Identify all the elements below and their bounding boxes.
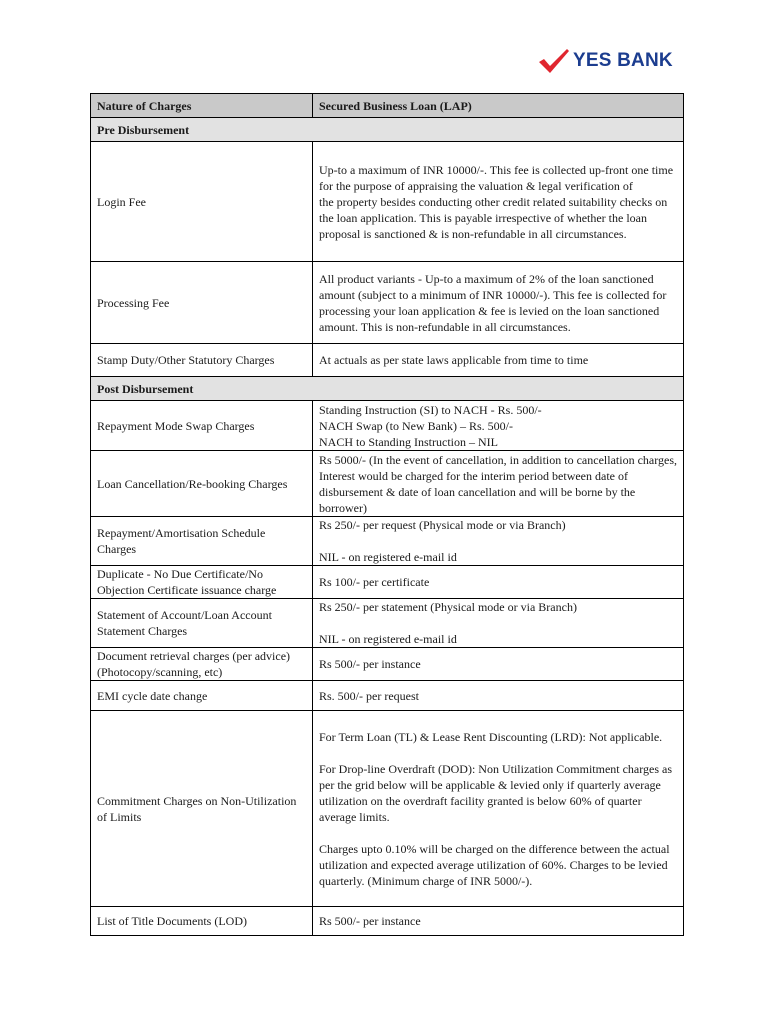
brand-name: YES BANK bbox=[573, 50, 673, 71]
charge-name: Repayment/Amortisation Schedule Charges bbox=[91, 517, 313, 566]
charge-value: At actuals as per state laws applicable from time to time bbox=[313, 344, 684, 377]
section-title: Post Disbursement bbox=[91, 377, 684, 401]
charge-value: Rs 100/- per certificate bbox=[313, 566, 684, 599]
header-nature-of-charges: Nature of Charges bbox=[91, 94, 313, 118]
table-row bbox=[91, 262, 684, 344]
charge-value: Up-to a maximum of INR 10000/-. This fee is collected up-front one time for the purpose of appraising the valuation & legal verification of the property besides conducting other credit related suitability checks on the loan application. This is payable irrespective of whether the loan proposal is sanctioned & is non-refundable in all circumstances. bbox=[313, 142, 684, 262]
table-row bbox=[91, 907, 684, 936]
table-row bbox=[91, 401, 684, 451]
charge-value: Rs 500/- per instance bbox=[313, 907, 684, 936]
table-row bbox=[91, 451, 684, 517]
section-title: Pre Disbursement bbox=[91, 118, 684, 142]
charges-table bbox=[90, 93, 684, 936]
table-row bbox=[91, 681, 684, 711]
table-row bbox=[91, 344, 684, 377]
charge-value: Rs 250/- per request (Physical mode or via Branch) NIL - on registered e-mail id bbox=[313, 517, 684, 566]
table-header-row bbox=[91, 94, 684, 118]
table-row bbox=[91, 599, 684, 648]
charge-name: Stamp Duty/Other Statutory Charges bbox=[91, 344, 313, 377]
table-row bbox=[91, 566, 684, 599]
charge-name: EMI cycle date change bbox=[91, 681, 313, 711]
section-pre-disbursement bbox=[91, 118, 684, 142]
charge-name: Statement of Account/Loan Account Statement Charges bbox=[91, 599, 313, 648]
charge-name: Commitment Charges on Non-Utilization of Limits bbox=[91, 711, 313, 907]
header-product: Secured Business Loan (LAP) bbox=[313, 94, 684, 118]
charge-value: Rs 5000/- (In the event of cancellation, in addition to cancellation charges, Interest would be charged for the interim period between date of disbursement & date of loan cancellation and will be borne by the borrower) bbox=[313, 451, 684, 517]
charge-value: For Term Loan (TL) & Lease Rent Discounting (LRD): Not applicable. For Drop-line Overdraft (DOD): Non Utilization Commitment charges as per the grid below will be applicable & levied only if quarterly average utilization on the overdraft facility granted is below 60% of quarter average limits. Charges upto 0.10% will be charged on the difference between the actual utilization and expected average utilization of 60%. Charges to be levied quarterly. (Minimum charge of INR 5000/-). bbox=[313, 711, 684, 907]
charge-name: Processing Fee bbox=[91, 262, 313, 344]
charge-value: Rs 500/- per instance bbox=[313, 648, 684, 681]
section-post-disbursement bbox=[91, 377, 684, 401]
checkmark-logo-icon bbox=[538, 48, 570, 74]
table-row bbox=[91, 517, 684, 566]
charge-value: Rs. 500/- per request bbox=[313, 681, 684, 711]
charge-name: Loan Cancellation/Re-booking Charges bbox=[91, 451, 313, 517]
yes-bank-logo bbox=[538, 44, 673, 78]
charge-value: Standing Instruction (SI) to NACH - Rs. 500/- NACH Swap (to New Bank) – Rs. 500/- NACH to Standing Instruction – NIL bbox=[313, 401, 684, 451]
table-row bbox=[91, 711, 684, 907]
table-row bbox=[91, 648, 684, 681]
charge-value: Rs 250/- per statement (Physical mode or via Branch) NIL - on registered e-mail id bbox=[313, 599, 684, 648]
charge-name: Login Fee bbox=[91, 142, 313, 262]
charge-name: Duplicate - No Due Certificate/No Objection Certificate issuance charge bbox=[91, 566, 313, 599]
charge-name: Repayment Mode Swap Charges bbox=[91, 401, 313, 451]
charge-value: All product variants - Up-to a maximum of 2% of the loan sanctioned amount (subject to a minimum of INR 10000/-). This fee is collected for processing your loan application & fee is levied on the loan sanctioned amount. This is non-refundable in all circumstances. bbox=[313, 262, 684, 344]
charge-name: List of Title Documents (LOD) bbox=[91, 907, 313, 936]
charge-name: Document retrieval charges (per advice) (Photocopy/scanning, etc) bbox=[91, 648, 313, 681]
table-row bbox=[91, 142, 684, 262]
